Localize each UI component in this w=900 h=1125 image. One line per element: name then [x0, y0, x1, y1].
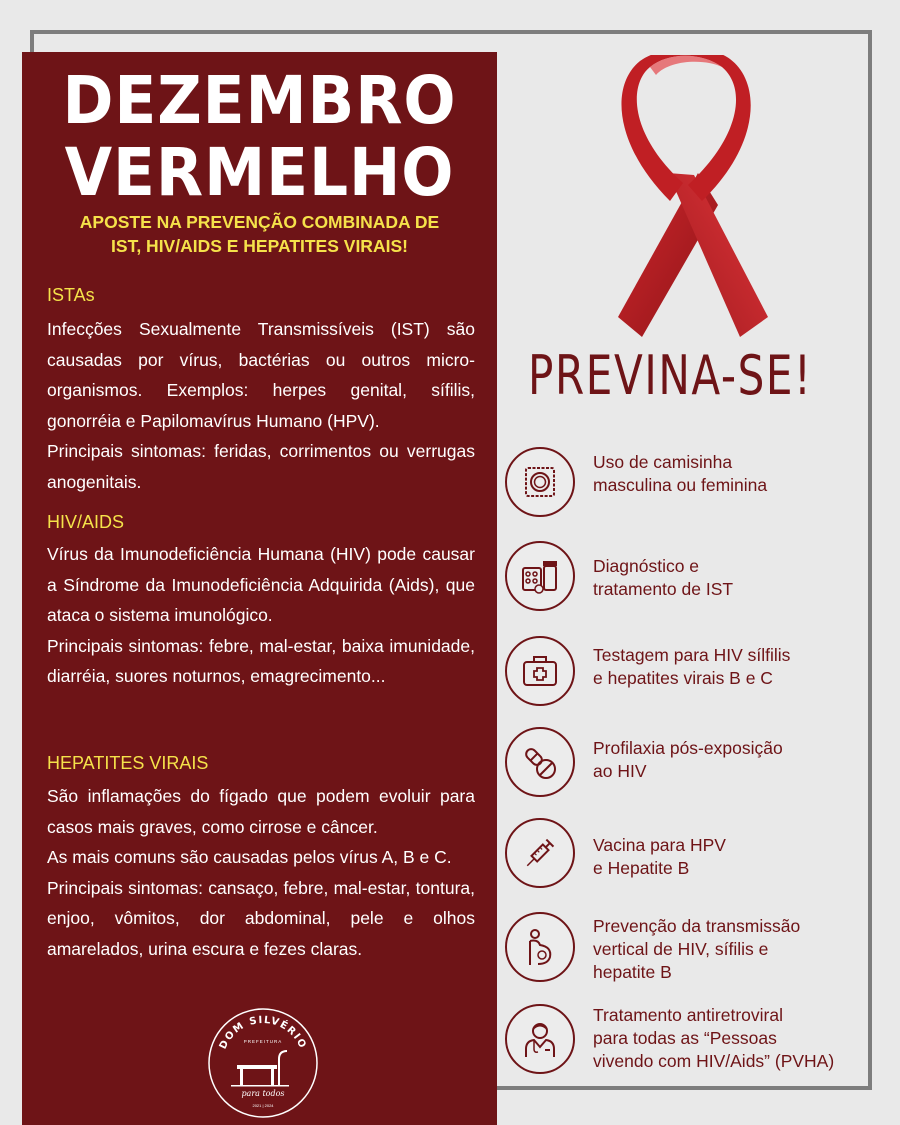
item-text-line: Prevenção da transmissão [593, 916, 801, 936]
doctor-icon [505, 1004, 575, 1074]
red-ribbon-icon [590, 55, 785, 340]
paragraph: Principais sintomas: feridas, corrimentos ou verrugas anogenitais. [47, 441, 475, 492]
section-heading-hepatitis: HEPATITES VIRAIS [47, 753, 209, 773]
info-panel [22, 52, 497, 1125]
paragraph: Principais sintomas: cansaço, febre, mal-estar, tontura, enjoo, vômitos, dor abdominal, pele e olhos amarelados, urina escura e fezes claras. [47, 877, 475, 959]
item-text-line: Uso de camisinha [593, 452, 733, 472]
paragraph: Infecções Sexualmente Transmissíveis (IST) são causadas por vírus, bactérias ou outros micro-organismos. Exemplos: herpes genital, sífilis, gonorréia e Papilomavírus Humano (HPV). [47, 319, 475, 431]
logo-tagline: para todos [241, 1089, 285, 1098]
section-body-hiv [47, 539, 475, 692]
subtitle-line-1: APOSTE NA PREVENÇÃO COMBINADA DE [79, 212, 440, 232]
section-heading-ist: ISTAs [47, 285, 95, 305]
section-heading-hiv: HIV/AIDS [47, 512, 125, 532]
paragraph: Principais sintomas: febre, mal-estar, baixa imunidade, diarréia, suores noturnos, emagrecimento... [47, 635, 475, 686]
prevention-title: PREVINA-SE! [528, 344, 813, 407]
diagnosis-kit-icon [505, 541, 575, 611]
prevention-item [505, 636, 865, 716]
prevention-item [505, 447, 865, 527]
item-text-line: hepatite B [593, 962, 672, 982]
item-text-line: ao HIV [593, 761, 647, 781]
paragraph: As mais comuns são causadas pelos vírus A, B e C. [47, 847, 452, 867]
item-text-line: tratamento de IST [593, 579, 734, 599]
logo-years: 2021 | 2024 [252, 1103, 274, 1108]
section-body-ist [47, 314, 475, 497]
item-text-line: Diagnóstico e [593, 556, 700, 576]
prevention-item [505, 541, 865, 621]
condom-icon [505, 447, 575, 517]
title-line-1: DEZEMBRO [62, 62, 457, 139]
item-text-line: Testagem para HIV sílfilis [593, 645, 791, 665]
syringe-icon [505, 818, 575, 888]
paragraph: São inflamações do fígado que podem evoluir para casos mais graves, como cirrose e câncer. [47, 786, 475, 837]
prevention-item [505, 912, 865, 992]
item-text-line: vivendo com HIV/Aids” (PVHA) [593, 1051, 835, 1071]
logo-name: DOM SILVÉRIO [217, 1014, 309, 1052]
paragraph: Vírus da Imunodeficiência Humana (HIV) pode causar a Síndrome da Imunodeficiência Adquirida (Aids), que ataca o sistema imunológico. [47, 544, 475, 625]
item-text-line: e Hepatite B [593, 858, 690, 878]
pills-icon [505, 727, 575, 797]
item-text-line: Tratamento antiretroviral [593, 1005, 783, 1025]
item-text-line: vertical de HIV, sífilis e [593, 939, 769, 959]
item-text-line: masculina ou feminina [593, 475, 768, 495]
item-text-line: e hepatites virais B e C [593, 668, 773, 688]
subtitle-line-2: IST, HIV/AIDS E HEPATITES VIRAIS! [111, 236, 408, 256]
municipality-logo [207, 1007, 319, 1119]
svg-text:DOM SILVÉRIO [218, 1015, 308, 1051]
subtitle [32, 210, 487, 258]
item-text-line: para todas as “Pessoas [593, 1028, 777, 1048]
prevention-item [505, 727, 865, 807]
section-body-hepatitis [47, 781, 475, 964]
medical-case-icon [505, 636, 575, 706]
item-text-line: Profilaxia pós-exposição [593, 738, 783, 758]
prevention-item [505, 1004, 865, 1084]
logo-subtitle: PREFEITURA [243, 1039, 283, 1044]
pregnant-woman-icon [505, 912, 575, 982]
item-text-line: Vacina para HPV [593, 835, 726, 855]
prevention-item [505, 818, 865, 898]
title-line-2: VERMELHO [64, 134, 455, 211]
